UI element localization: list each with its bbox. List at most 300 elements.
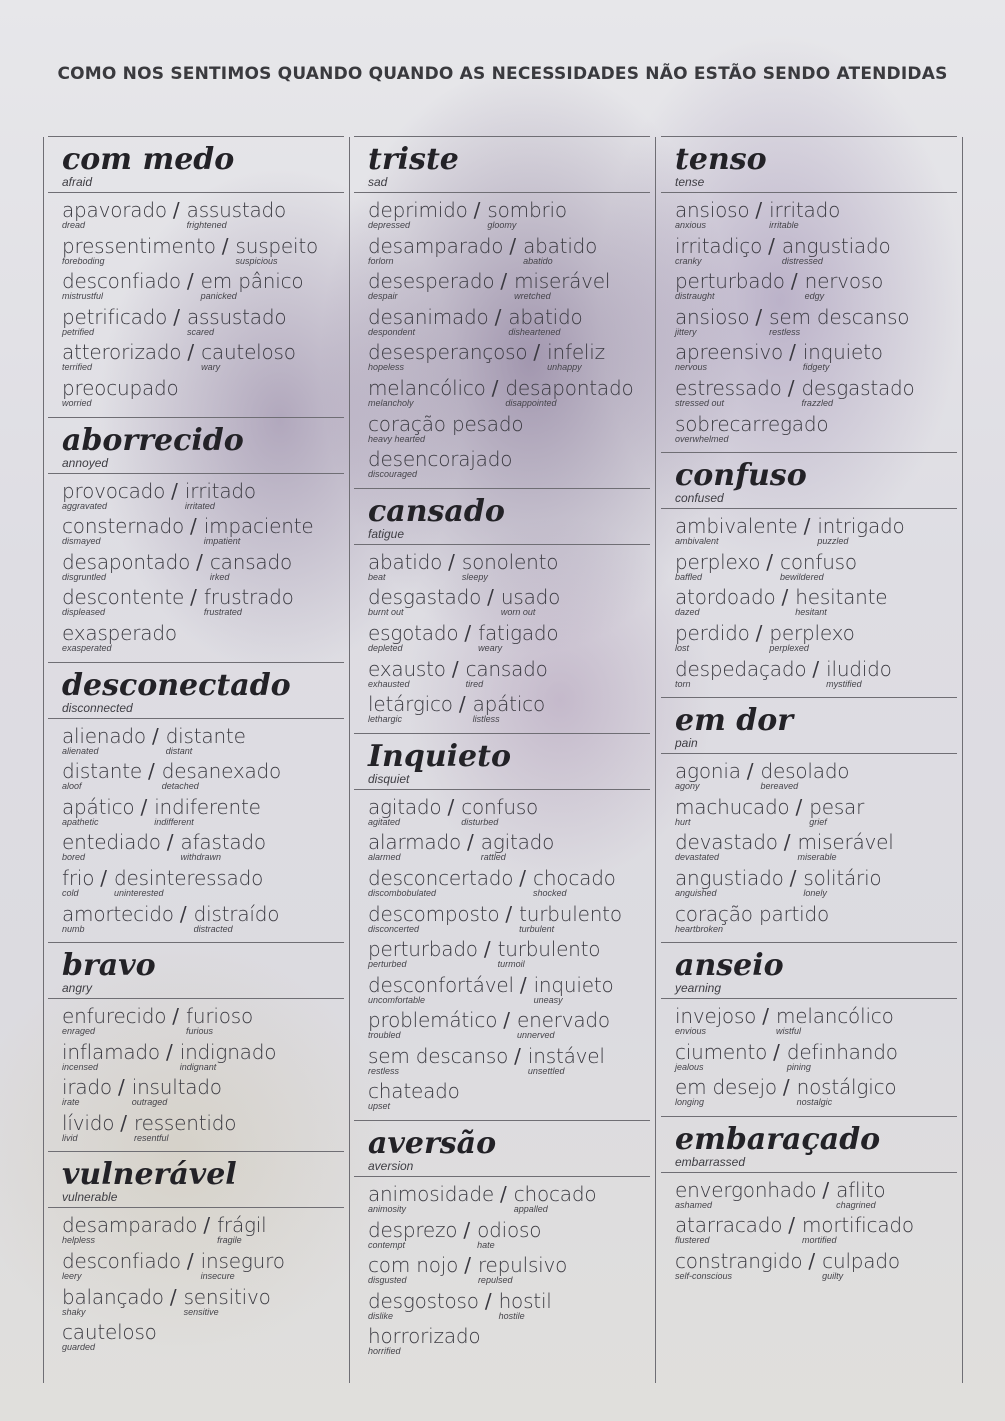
word-row bbox=[368, 622, 650, 658]
english-translation: contempt bbox=[368, 1239, 406, 1250]
feeling-word bbox=[802, 1214, 914, 1245]
separator-slash: / bbox=[505, 901, 513, 926]
separator-slash: / bbox=[789, 865, 797, 890]
portuguese-word: machucado bbox=[675, 794, 790, 819]
separator-slash: / bbox=[762, 1004, 769, 1029]
feeling-word bbox=[675, 341, 783, 372]
english-translation: heavy hearted bbox=[368, 433, 426, 444]
english-translation: wary bbox=[201, 362, 221, 373]
english-translation: self-conscious bbox=[675, 1271, 733, 1282]
feeling-word bbox=[166, 725, 246, 756]
english-translation: resentful bbox=[134, 1132, 169, 1143]
word-row bbox=[675, 1179, 957, 1215]
feeling-word bbox=[801, 377, 914, 408]
english-translation: jittery bbox=[675, 326, 697, 337]
feeling-word bbox=[769, 306, 909, 337]
feeling-word bbox=[162, 760, 281, 791]
portuguese-word: irritadiço bbox=[675, 233, 763, 258]
word-row bbox=[62, 235, 344, 271]
portuguese-word: estressado bbox=[675, 375, 782, 400]
portuguese-word: desencorajado bbox=[368, 447, 513, 472]
english-translation: listless bbox=[472, 714, 500, 725]
portuguese-word: perplexo bbox=[769, 620, 855, 645]
word-row bbox=[368, 1045, 650, 1081]
english-translation: suspicious bbox=[235, 255, 278, 266]
english-translation: ambivalent bbox=[675, 536, 719, 547]
word-row bbox=[675, 831, 957, 867]
feeling-word bbox=[517, 1009, 610, 1040]
section-translation: pain bbox=[675, 736, 698, 751]
portuguese-word: constrangido bbox=[675, 1249, 803, 1274]
feeling-section bbox=[48, 662, 344, 943]
feeling-section bbox=[48, 417, 344, 662]
feeling-word bbox=[675, 586, 776, 617]
feeling-word bbox=[62, 1321, 157, 1352]
portuguese-word: provocado bbox=[62, 478, 166, 503]
word-list bbox=[48, 193, 344, 417]
english-translation: torn bbox=[675, 678, 691, 689]
feeling-word bbox=[795, 586, 887, 617]
portuguese-word: irritado bbox=[184, 478, 256, 503]
feeling-word bbox=[62, 725, 146, 756]
feeling-word bbox=[62, 1005, 166, 1036]
feeling-word bbox=[194, 903, 280, 934]
feeling-section bbox=[354, 733, 650, 1120]
feeling-word bbox=[368, 377, 486, 408]
column-1 bbox=[48, 136, 344, 1383]
english-translation: gloomy bbox=[487, 220, 517, 230]
english-translation: worried bbox=[62, 397, 92, 408]
feeling-word bbox=[519, 903, 622, 934]
feeling-section bbox=[48, 1151, 344, 1360]
portuguese-word: esgotado bbox=[368, 620, 459, 645]
feeling-word bbox=[187, 199, 286, 230]
word-row bbox=[368, 658, 650, 694]
feeling-word bbox=[675, 1250, 802, 1281]
portuguese-word: hostil bbox=[498, 1288, 552, 1313]
feeling-word bbox=[368, 235, 503, 266]
separator-slash: / bbox=[509, 233, 517, 258]
feeling-section bbox=[48, 942, 344, 1151]
feeling-word bbox=[675, 796, 789, 827]
english-translation: worn out bbox=[500, 607, 536, 618]
word-list bbox=[354, 790, 650, 1120]
portuguese-word: animosidade bbox=[368, 1182, 494, 1207]
feeling-word bbox=[185, 480, 256, 511]
feeling-word bbox=[498, 938, 601, 969]
portuguese-word: impaciente bbox=[203, 514, 314, 539]
portuguese-word: abatido bbox=[508, 304, 583, 329]
portuguese-word: cansado bbox=[209, 549, 293, 574]
word-row bbox=[675, 1076, 957, 1112]
feeling-word bbox=[368, 448, 512, 479]
portuguese-word: desconfortável bbox=[368, 972, 514, 997]
feeling-section bbox=[354, 136, 650, 488]
separator-slash: / bbox=[494, 304, 502, 329]
english-translation: distressed bbox=[781, 255, 823, 266]
english-translation: bored bbox=[62, 852, 86, 863]
english-translation: melancholy bbox=[368, 397, 414, 408]
portuguese-word: sobrecarregado bbox=[675, 411, 829, 436]
feeling-word bbox=[204, 515, 314, 546]
english-translation: uncomfortable bbox=[368, 994, 426, 1005]
section-header bbox=[48, 417, 344, 474]
separator-slash: / bbox=[196, 549, 203, 574]
portuguese-word: devastado bbox=[675, 830, 778, 855]
portuguese-word: culpado bbox=[822, 1249, 900, 1274]
separator-slash: / bbox=[803, 514, 811, 539]
portuguese-word: turbulento bbox=[497, 937, 601, 962]
portuguese-word: agitado bbox=[368, 794, 442, 819]
feeling-word bbox=[62, 760, 142, 791]
feeling-word bbox=[487, 199, 566, 230]
word-row bbox=[62, 1321, 344, 1357]
feeling-word bbox=[62, 270, 181, 301]
portuguese-word: irritado bbox=[769, 198, 841, 222]
english-translation: sleepy bbox=[461, 571, 488, 582]
portuguese-word: desanimado bbox=[368, 304, 489, 329]
english-translation: restless bbox=[368, 1065, 400, 1076]
feeling-word bbox=[782, 235, 891, 266]
word-list bbox=[661, 1173, 957, 1290]
portuguese-word: agonia bbox=[675, 759, 741, 784]
feeling-word bbox=[62, 235, 216, 266]
portuguese-word: sonolento bbox=[461, 549, 559, 574]
portuguese-word: definhando bbox=[786, 1039, 898, 1064]
portuguese-word: usado bbox=[500, 585, 561, 610]
portuguese-word: ansioso bbox=[675, 198, 750, 222]
portuguese-word: furioso bbox=[186, 1004, 254, 1029]
portuguese-word: melancólico bbox=[368, 375, 486, 400]
english-translation: disgruntled bbox=[62, 571, 107, 582]
word-list bbox=[661, 193, 957, 452]
section-header bbox=[661, 697, 957, 754]
english-translation: aloof bbox=[62, 781, 82, 792]
section-header bbox=[48, 136, 344, 193]
separator-slash: / bbox=[458, 692, 466, 717]
word-list bbox=[661, 509, 957, 697]
section-header bbox=[48, 1151, 344, 1208]
separator-slash: / bbox=[186, 1249, 194, 1274]
portuguese-word: desamparado bbox=[368, 233, 504, 258]
feeling-word bbox=[769, 622, 854, 653]
english-translation: rattled bbox=[480, 852, 506, 863]
english-translation: agony bbox=[675, 781, 700, 792]
english-translation: enraged bbox=[62, 1026, 96, 1037]
english-translation: petrified bbox=[62, 326, 95, 337]
separator-slash: / bbox=[491, 375, 499, 400]
feeling-word bbox=[797, 1076, 897, 1107]
portuguese-word: ressentido bbox=[134, 1110, 237, 1135]
feeling-word bbox=[803, 867, 881, 898]
feeling-word bbox=[204, 586, 294, 617]
english-translation: upset bbox=[368, 1101, 391, 1112]
feeling-section bbox=[354, 488, 650, 733]
section-title: tenso bbox=[675, 142, 767, 177]
feeling-word bbox=[675, 377, 782, 408]
portuguese-word: descontente bbox=[62, 585, 185, 610]
separator-slash: / bbox=[773, 1039, 780, 1064]
portuguese-word: frustrado bbox=[203, 585, 294, 610]
feeling-word bbox=[368, 1009, 497, 1040]
portuguese-word: perturbado bbox=[368, 937, 478, 962]
feeling-word bbox=[675, 270, 785, 301]
feeling-word bbox=[62, 377, 179, 408]
feeling-word bbox=[132, 1076, 222, 1107]
feeling-word bbox=[62, 622, 177, 653]
section-title: com medo bbox=[62, 142, 235, 177]
english-translation: wistful bbox=[775, 1026, 801, 1037]
portuguese-word: confuso bbox=[461, 794, 539, 819]
portuguese-word: indignado bbox=[179, 1039, 277, 1064]
feeling-word bbox=[62, 796, 134, 827]
word-row bbox=[62, 622, 344, 658]
english-translation: distant bbox=[165, 745, 193, 756]
portuguese-word: perplexo bbox=[675, 549, 761, 574]
feeling-word bbox=[798, 831, 894, 862]
english-translation: outraged bbox=[131, 1097, 168, 1108]
feeling-word bbox=[62, 1112, 114, 1143]
portuguese-word: intrigado bbox=[817, 514, 905, 539]
portuguese-word: miserável bbox=[514, 269, 611, 294]
portuguese-word: inflamado bbox=[62, 1039, 160, 1064]
word-row bbox=[368, 796, 650, 832]
word-row bbox=[675, 1250, 957, 1286]
section-title: bravo bbox=[62, 948, 156, 984]
english-translation: dislike bbox=[368, 1310, 394, 1321]
feeling-word bbox=[368, 796, 441, 827]
portuguese-word: chocado bbox=[533, 865, 616, 890]
separator-slash: / bbox=[451, 656, 459, 681]
separator-slash: / bbox=[179, 901, 187, 926]
feeling-word bbox=[368, 1080, 460, 1111]
section-translation: tense bbox=[675, 175, 705, 189]
feeling-word bbox=[769, 199, 840, 230]
feeling-word bbox=[761, 760, 850, 791]
english-translation: horrified bbox=[368, 1346, 401, 1357]
feeling-word bbox=[508, 306, 582, 337]
portuguese-word: atordoado bbox=[675, 585, 776, 610]
portuguese-word: deprimido bbox=[368, 198, 468, 222]
section-title: desconectado bbox=[62, 667, 291, 703]
portuguese-word: ansioso bbox=[675, 304, 750, 329]
separator-slash: / bbox=[519, 865, 527, 890]
section-title: cansado bbox=[368, 493, 505, 529]
english-translation: miserable bbox=[797, 852, 837, 863]
feeling-word bbox=[62, 341, 181, 372]
portuguese-word: enfurecido bbox=[62, 1004, 167, 1029]
word-row bbox=[62, 1076, 344, 1112]
feeling-word bbox=[675, 235, 762, 266]
english-translation: impatient bbox=[203, 536, 241, 547]
english-translation: alarmed bbox=[368, 852, 401, 863]
word-row bbox=[62, 1005, 344, 1041]
word-list bbox=[48, 1208, 344, 1360]
feeling-word bbox=[514, 1183, 597, 1214]
portuguese-word: agitado bbox=[480, 830, 555, 855]
english-translation: disturbed bbox=[461, 816, 499, 827]
word-row bbox=[368, 974, 650, 1010]
separator-slash: / bbox=[172, 1004, 180, 1029]
portuguese-word: enervado bbox=[517, 1008, 610, 1033]
section-translation: yearning bbox=[675, 981, 722, 996]
section-translation: disconnected bbox=[62, 700, 133, 715]
portuguese-word: suspeito bbox=[235, 233, 319, 258]
portuguese-word: distante bbox=[165, 723, 246, 748]
separator-slash: / bbox=[117, 1075, 125, 1100]
portuguese-word: perdido bbox=[675, 620, 750, 645]
portuguese-word: alarmado bbox=[368, 830, 462, 855]
word-row bbox=[368, 1290, 650, 1326]
feeling-word bbox=[368, 1183, 494, 1214]
word-row bbox=[675, 1214, 957, 1250]
english-translation: hopeless bbox=[368, 362, 405, 373]
english-translation: scared bbox=[186, 326, 214, 337]
feeling-word bbox=[822, 1250, 900, 1281]
separator-slash: / bbox=[473, 198, 481, 222]
portuguese-word: desconcertado bbox=[368, 865, 514, 890]
english-translation: perturbed bbox=[368, 959, 407, 970]
separator-slash: / bbox=[447, 794, 455, 819]
english-translation: discouraged bbox=[368, 469, 418, 480]
portuguese-word: desanexado bbox=[161, 759, 282, 784]
english-translation: appalled bbox=[513, 1204, 548, 1215]
portuguese-word: angustiado bbox=[675, 865, 784, 890]
english-translation: frustrated bbox=[203, 607, 242, 618]
portuguese-word: desconfiado bbox=[62, 269, 181, 294]
portuguese-word: lívido bbox=[62, 1110, 115, 1135]
feeling-word bbox=[675, 1041, 767, 1072]
separator-slash: / bbox=[186, 269, 194, 294]
separator-slash: / bbox=[500, 269, 508, 294]
word-row bbox=[62, 515, 344, 551]
english-translation: indignant bbox=[179, 1061, 217, 1072]
portuguese-word: nostálgico bbox=[796, 1075, 897, 1100]
english-translation: dismayed bbox=[62, 536, 101, 547]
section-header bbox=[48, 662, 344, 719]
feeling-section bbox=[661, 136, 957, 452]
english-translation: frightened bbox=[186, 220, 227, 230]
feeling-word bbox=[523, 235, 597, 266]
section-header bbox=[661, 1116, 957, 1173]
portuguese-word: consternado bbox=[62, 514, 185, 539]
portuguese-word: alienado bbox=[62, 723, 146, 748]
section-header bbox=[354, 1120, 650, 1177]
feeling-word bbox=[817, 515, 904, 546]
portuguese-word: melancólico bbox=[775, 1004, 894, 1029]
english-translation: sensitive bbox=[183, 1306, 219, 1317]
word-row bbox=[368, 867, 650, 903]
separator-slash: / bbox=[503, 1008, 510, 1033]
portuguese-word: desgostoso bbox=[368, 1288, 479, 1313]
separator-slash: / bbox=[203, 1213, 211, 1238]
separator-slash: / bbox=[148, 759, 155, 784]
english-translation: puzzled bbox=[817, 536, 849, 547]
feeling-word bbox=[236, 235, 319, 266]
feeling-word bbox=[368, 1219, 457, 1250]
english-translation: repulsed bbox=[477, 1275, 513, 1286]
portuguese-word: sensitivo bbox=[183, 1284, 271, 1309]
english-translation: turmoil bbox=[497, 959, 525, 970]
portuguese-word: miserável bbox=[797, 830, 894, 855]
feeling-section bbox=[661, 697, 957, 942]
portuguese-word: inseguro bbox=[200, 1249, 285, 1274]
portuguese-word: em desejo bbox=[675, 1075, 777, 1100]
separator-slash: / bbox=[487, 585, 494, 610]
english-translation: foreboding bbox=[62, 255, 105, 266]
separator-slash: / bbox=[190, 585, 197, 610]
separator-slash: / bbox=[120, 1110, 127, 1135]
feeling-word bbox=[499, 1290, 552, 1321]
english-translation: mistrustful bbox=[62, 291, 104, 302]
english-translation: alienated bbox=[62, 745, 99, 756]
section-header bbox=[48, 942, 344, 999]
word-row bbox=[368, 306, 650, 342]
english-translation: cranky bbox=[675, 255, 702, 266]
english-translation: unhappy bbox=[547, 362, 582, 373]
feeling-word bbox=[368, 341, 527, 372]
separator-slash: / bbox=[514, 1043, 521, 1068]
word-row bbox=[62, 551, 344, 587]
section-title: em dor bbox=[675, 703, 794, 739]
portuguese-word: letárgico bbox=[368, 692, 453, 717]
word-row bbox=[62, 586, 344, 622]
feeling-word bbox=[836, 1179, 885, 1210]
section-title: aborrecido bbox=[62, 422, 244, 458]
english-translation: disgusted bbox=[368, 1275, 407, 1286]
column-3 bbox=[661, 136, 957, 1383]
english-translation: lost bbox=[675, 642, 690, 653]
feeling-word bbox=[368, 658, 446, 689]
feeling-word bbox=[514, 270, 610, 301]
feeling-section bbox=[48, 136, 344, 417]
english-translation: anxious bbox=[675, 220, 707, 230]
word-row bbox=[368, 1325, 650, 1361]
english-translation: hate bbox=[477, 1239, 495, 1250]
feeling-word bbox=[478, 622, 558, 653]
feeling-word bbox=[675, 831, 778, 862]
portuguese-word: em pânico bbox=[200, 269, 304, 294]
portuguese-word: inquieto bbox=[802, 340, 883, 365]
english-translation: shaky bbox=[62, 1306, 86, 1317]
english-translation: distracted bbox=[193, 923, 233, 934]
portuguese-word: solitário bbox=[803, 865, 882, 890]
portuguese-word: aflito bbox=[836, 1177, 886, 1202]
feeling-section bbox=[354, 1120, 650, 1365]
separator-slash: / bbox=[781, 585, 789, 610]
english-translation: restless bbox=[769, 326, 801, 337]
english-translation: weary bbox=[478, 642, 503, 653]
portuguese-word: infeliz bbox=[547, 340, 605, 365]
english-translation: insecure bbox=[200, 1271, 235, 1282]
feeling-word bbox=[62, 199, 167, 230]
separator-slash: / bbox=[822, 1177, 830, 1202]
english-translation: edgy bbox=[804, 291, 825, 302]
portuguese-word: abatido bbox=[368, 549, 443, 574]
separator-slash: / bbox=[768, 233, 775, 258]
english-translation: guilty bbox=[822, 1271, 844, 1282]
english-translation: forlorn bbox=[368, 255, 394, 266]
portuguese-word: hesitante bbox=[795, 585, 888, 610]
portuguese-word: chocado bbox=[513, 1182, 597, 1207]
portuguese-word: horrorizado bbox=[368, 1324, 481, 1349]
separator-slash: / bbox=[172, 198, 180, 222]
feeling-word bbox=[481, 831, 554, 862]
english-translation: abatido bbox=[523, 255, 553, 266]
english-translation: perplexed bbox=[769, 642, 809, 653]
portuguese-word: insultado bbox=[131, 1075, 222, 1100]
portuguese-word: frágil bbox=[217, 1213, 267, 1238]
